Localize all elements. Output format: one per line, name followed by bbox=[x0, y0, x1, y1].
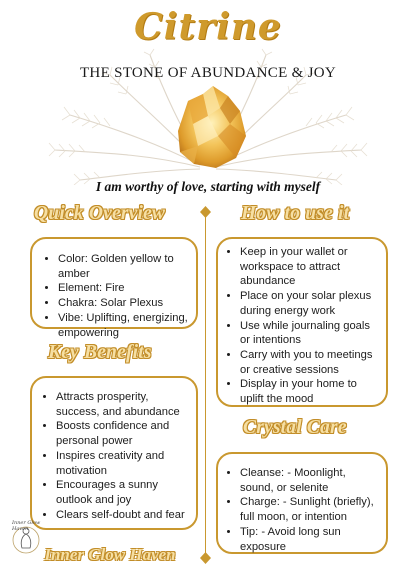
how-to-use-heading: How to use it bbox=[241, 203, 350, 224]
divider-ornament-top bbox=[200, 206, 211, 218]
key-benefits-list bbox=[38, 390, 190, 522]
page-subtitle: THE STONE OF ABUNDANCE & JOY bbox=[79, 65, 337, 81]
quick-overview-item: • Color: Golden yellow to amber bbox=[58, 252, 190, 281]
how-to-use-item: • Carry with you to meetings or creative sessions bbox=[240, 348, 380, 377]
key-benefits-item: • Boosts confidence and personal power bbox=[56, 419, 190, 448]
key-benefits-heading: Key Benefits bbox=[48, 342, 152, 363]
crystal-care-item: • Charge: - Sunlight (briefly), full moon, or intention bbox=[240, 495, 382, 524]
key-benefits-card bbox=[30, 376, 198, 530]
page-title: Citrine bbox=[134, 6, 282, 48]
affirmation-text: I am worthy of love, starting with myself bbox=[95, 179, 321, 194]
quick-overview-item: • Chakra: Solar Plexus bbox=[58, 296, 190, 311]
brand-name: Inner Glow Haven bbox=[44, 545, 176, 564]
brand-logo-text: Inner Glow Haven bbox=[12, 520, 41, 532]
key-benefits-item: • Clears self-doubt and fear bbox=[56, 508, 190, 523]
how-to-use-item: • Keep in your wallet or workspace to attract abundance bbox=[240, 245, 380, 289]
quick-overview-item: • Element: Fire bbox=[58, 281, 190, 296]
citrine-crystal-image bbox=[158, 76, 258, 176]
quick-overview-item: • Vibe: Uplifting, energizing, empowering bbox=[58, 311, 190, 340]
key-benefits-item: • Attracts prosperity, success, and abundance bbox=[56, 390, 190, 419]
how-to-use-item: • Place on your solar plexus during energy work bbox=[240, 289, 380, 318]
quick-overview-list bbox=[40, 252, 190, 340]
key-benefits-item: • Inspires creativity and motivation bbox=[56, 449, 190, 478]
quick-overview-heading: Quick Overview bbox=[34, 203, 166, 224]
crystal-care-list bbox=[222, 466, 382, 554]
how-to-use-card bbox=[216, 237, 388, 407]
crystal-care-card bbox=[216, 452, 388, 554]
crystal-care-heading: Crystal Care bbox=[243, 417, 347, 438]
key-benefits-item: • Encourages a sunny outlook and joy bbox=[56, 478, 190, 507]
how-to-use-list bbox=[222, 245, 380, 407]
center-divider bbox=[205, 212, 206, 557]
how-to-use-item: • Display in your home to uplift the mood bbox=[240, 377, 380, 406]
crystal-care-item: • Tip: - Avoid long sun exposure bbox=[240, 525, 382, 554]
crystal-care-item: • Cleanse: - Moonlight, sound, or selenite bbox=[240, 466, 382, 495]
quick-overview-card bbox=[30, 237, 198, 339]
how-to-use-item: • Use while journaling goals or intentions bbox=[240, 319, 380, 348]
